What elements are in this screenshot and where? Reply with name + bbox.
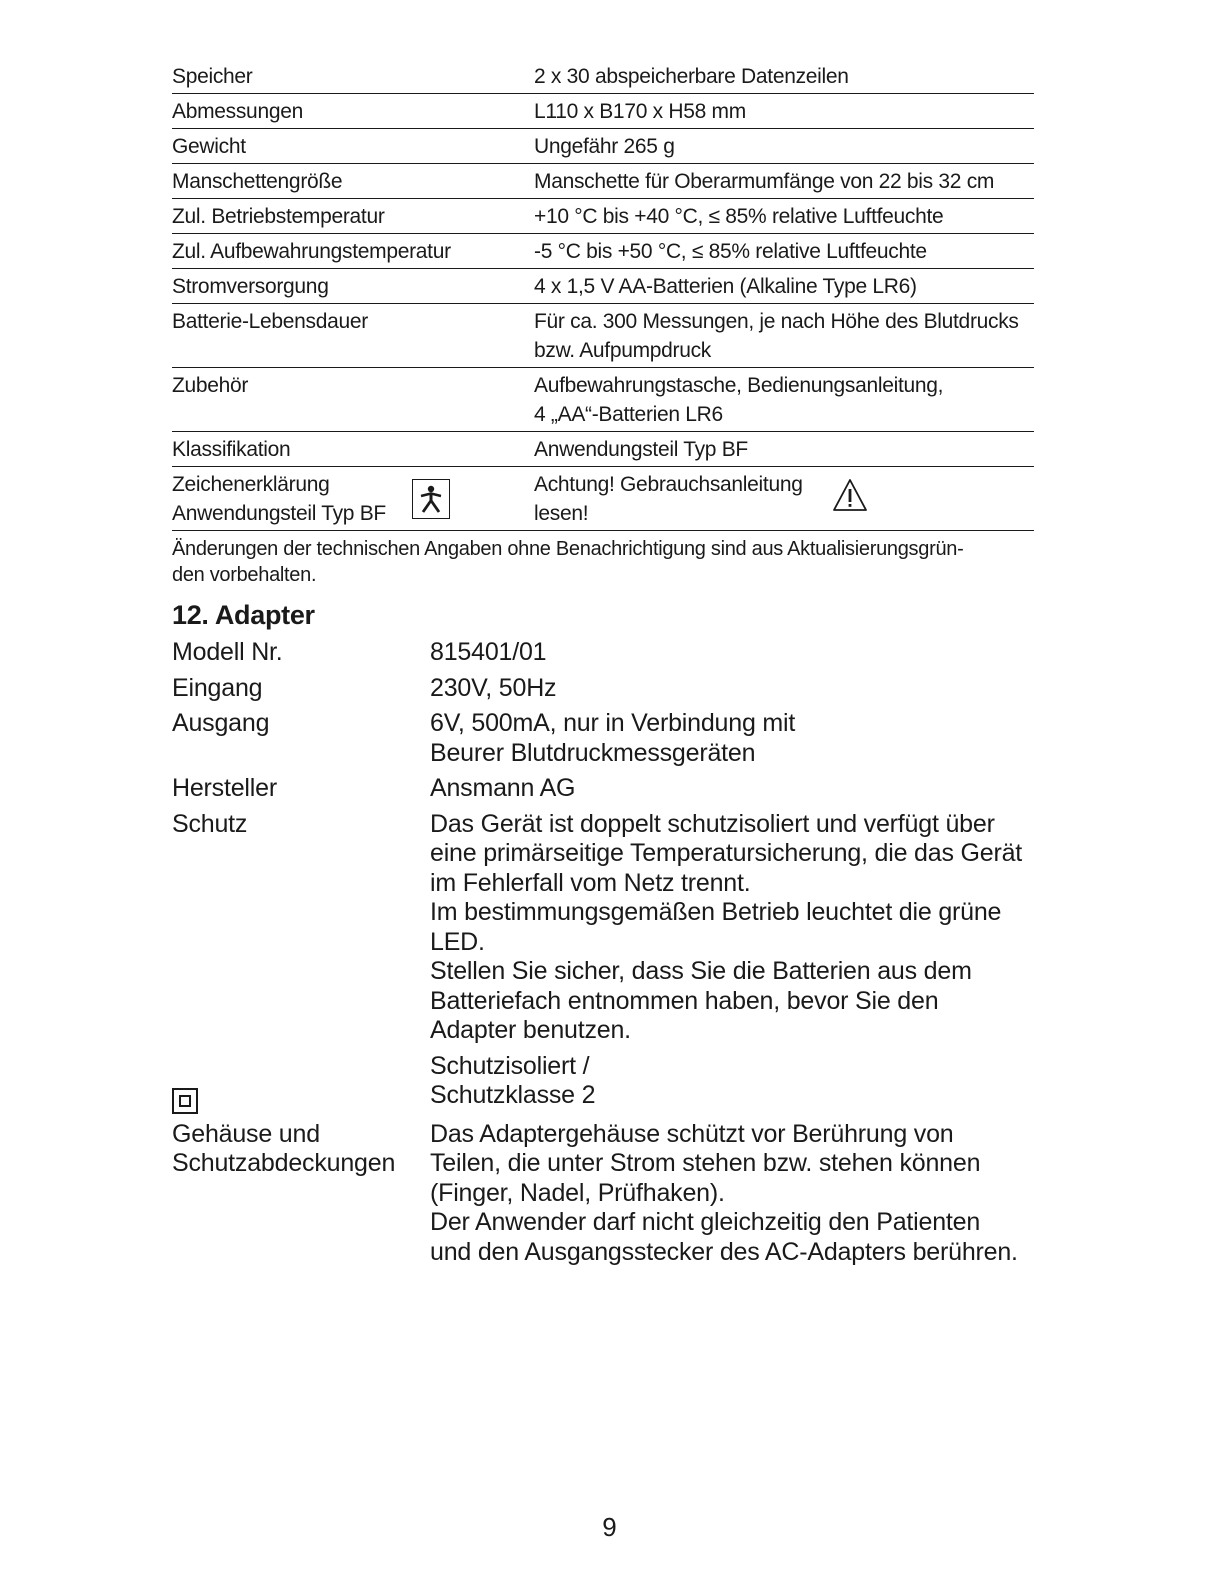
spec-label: Zul. Betriebstemperatur (172, 205, 385, 228)
list-item (172, 709, 1052, 768)
spec-value (534, 304, 1034, 367)
page-number: 9 (602, 1512, 617, 1542)
table-row (172, 368, 1034, 432)
list-item (172, 774, 1052, 804)
disclaimer-note (172, 536, 1034, 588)
label-line: Schutzabdeckungen (172, 1149, 396, 1177)
value-line: Das Gerät ist doppelt schutzisoliert und verfügt über (430, 809, 995, 838)
spec-label: Klassifikation (172, 438, 291, 461)
spec-value: Anwendungsteil Typ BF (534, 438, 748, 461)
spec-label: Batterie-Lebensdauer (172, 310, 368, 333)
spec-value-line: Aufbewahrungstasche, Bedienungsanleitung, (534, 374, 944, 397)
value-line: Teilen, die unter Strom stehen bzw. stehen können (430, 1149, 981, 1177)
value-line: Der Anwender darf nicht gleichzeitig den Patienten (430, 1208, 981, 1236)
adapter-value (430, 709, 1052, 768)
table-row (172, 164, 1034, 199)
spec-value: 2 x 30 abspeicherbare Datenzeilen (534, 65, 849, 88)
spec-value: Ungefähr 265 g (534, 135, 675, 158)
legend-label-line: Anwendungsteil Typ BF (172, 502, 386, 525)
spec-value: -5 °C bis +50 °C, ≤ 85% relative Luftfeuchte (534, 240, 927, 263)
spec-value (534, 368, 1034, 431)
table-row (172, 94, 1034, 129)
adapter-specs (172, 638, 1052, 1273)
list-item (172, 674, 1052, 704)
specifications-table (172, 58, 1034, 531)
value-line: Das Adaptergehäuse schützt vor Berührung von (430, 1119, 954, 1148)
legend-label-line: Zeichenerklärung (172, 473, 330, 496)
legend-value-line: lesen! (534, 502, 589, 525)
value-line: LED. (430, 927, 485, 956)
list-item (172, 810, 1052, 1046)
spec-label: Zul. Aufbewahrungstemperatur (172, 240, 451, 263)
spec-value-line: Für ca. 300 Messungen, je nach Höhe des Blutdrucks (534, 310, 1019, 333)
adapter-label: Hersteller (172, 774, 277, 802)
spec-value: Manschette für Oberarmumfänge von 22 bis 32 cm (534, 170, 995, 193)
table-row (172, 432, 1034, 467)
value-line: Beurer Blutdruckmessgeräten (430, 738, 756, 767)
spec-label: Zubehör (172, 374, 249, 397)
spec-value: L110 x B170 x H58 mm (534, 100, 746, 123)
table-row (172, 58, 1034, 94)
spec-value: +10 °C bis +40 °C, ≤ 85% relative Luftfeuchte (534, 205, 944, 228)
table-row (172, 304, 1034, 368)
spec-value-line: bzw. Aufpumpdruck (534, 339, 711, 362)
spec-value: 4 x 1,5 V AA-Batterien (Alkaline Type LR6) (534, 275, 917, 298)
spec-label: Manschettengröße (172, 170, 343, 193)
adapter-label (172, 1120, 430, 1268)
value-line: 6V, 500mA, nur in Verbindung mit (430, 709, 796, 737)
value-line: Im bestimmungsgemäßen Betrieb leuchtet die grüne (430, 898, 1002, 926)
warning-triangle-icon (832, 478, 868, 520)
value-line: Adapter benutzen. (430, 1016, 631, 1044)
adapter-label: Modell Nr. (172, 638, 283, 666)
legend-value-line: Achtung! Gebrauchsanleitung (534, 473, 803, 496)
protection-class-2-icon (172, 1088, 198, 1114)
adapter-label: Eingang (172, 673, 263, 702)
adapter-value (430, 810, 1052, 1046)
table-row (172, 199, 1034, 234)
adapter-value: 230V, 50Hz (430, 673, 557, 702)
table-row-legend (172, 467, 1034, 531)
list-item (172, 638, 1052, 668)
list-item (172, 1052, 1052, 1114)
spec-label: Speicher (172, 65, 253, 88)
legend-label-cell (172, 467, 534, 530)
legend-value-cell (534, 467, 1034, 530)
note-line: den vorbehalten. (172, 564, 317, 586)
spec-label: Stromversorgung (172, 275, 329, 298)
spec-label: Gewicht (172, 135, 246, 158)
value-line: (Finger, Nadel, Prüfhaken). (430, 1178, 725, 1207)
adapter-value: Ansmann AG (430, 774, 576, 802)
adapter-label: Ausgang (172, 709, 270, 737)
value-line: eine primärseitige Temperatursicherung, die das Gerät (430, 839, 1023, 867)
adapter-value (430, 1052, 1052, 1114)
spec-label: Abmessungen (172, 100, 303, 123)
value-line: und den Ausgangsstecker des AC-Adapters berühren. (430, 1237, 1018, 1266)
label-line: Gehäuse und (172, 1119, 320, 1148)
table-row (172, 269, 1034, 304)
value-line: Batteriefach entnommen haben, bevor Sie den (430, 986, 939, 1015)
note-line: Änderungen der technischen Angaben ohne Benachrichtigung sind aus Aktualisierungsgrün- (172, 538, 964, 560)
value-line: Schutzisoliert / (430, 1051, 590, 1080)
adapter-label (172, 1052, 430, 1114)
spec-value-line: 4 „AA“-Batterien LR6 (534, 403, 723, 426)
list-item (172, 1120, 1052, 1268)
adapter-value (430, 1120, 1052, 1268)
table-row (172, 234, 1034, 269)
type-bf-applied-part-icon (412, 479, 450, 519)
value-line: im Fehlerfall vom Netz trennt. (430, 868, 751, 897)
adapter-label: Schutz (172, 809, 248, 838)
value-line: Schutzklasse 2 (430, 1081, 596, 1109)
adapter-value: 815401/01 (430, 638, 547, 666)
value-line: Stellen Sie sicher, dass Sie die Batterien aus dem (430, 957, 972, 985)
section-heading: 12. Adapter (172, 600, 315, 630)
table-row (172, 129, 1034, 164)
